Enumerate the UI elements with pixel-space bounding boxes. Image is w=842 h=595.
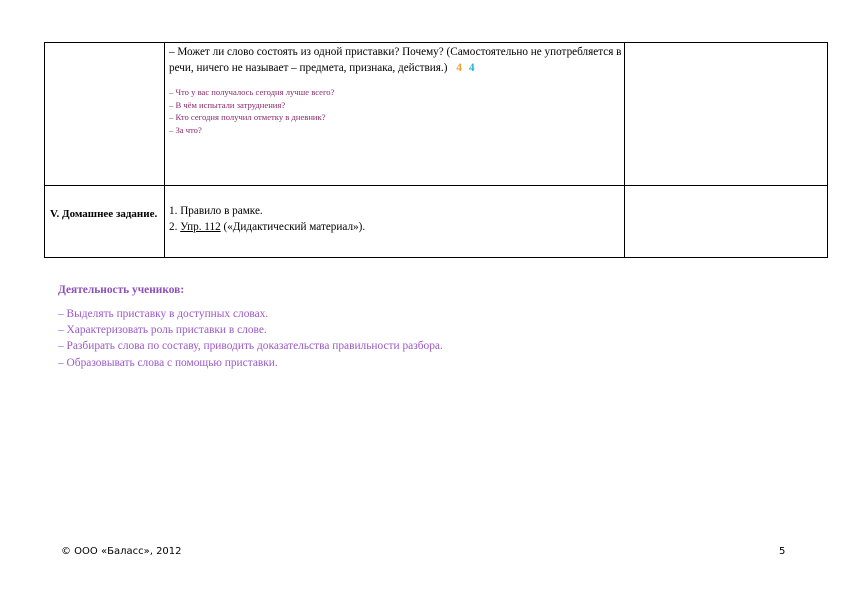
reflection-questions [165,86,624,136]
activity-item: – Образовывать слова с помощью приставки. [58,356,278,369]
page-number: 5 [779,546,786,557]
question-text [165,43,624,76]
homework-item [169,219,624,235]
orange-number: 4 [456,61,463,74]
cyan-number: 4 [468,61,475,74]
reflection-item: – За что? [169,124,202,135]
homework-suffix: («Дидактический материал»). [220,221,366,233]
homework-cell [165,186,625,258]
notes-cell-empty [625,186,828,258]
lesson-table [44,42,828,258]
activity-item: – Характеризовать роль приставки в слове. [58,324,267,337]
activity-item: – Разбирать слова по составу, приводить доказательства правильности разбора. [58,340,443,353]
stage-label: V. Домашнее задание. [50,208,158,220]
table-row [45,186,828,258]
exercise-link[interactable]: Упр. 112 [180,221,221,233]
footer-copyright: © ООО «Баласс», 2012 [61,546,182,557]
stage-cell-empty [45,43,165,186]
question-body: – Может ли слово состоять из одной приставки? Почему? (Самостоятельно не употребляется в речи, ничего не называет – предмета, признака, действия.) [169,46,622,74]
content-cell [165,43,625,186]
reflection-item: – Что у вас получалось сегодня лучше всего? [169,87,335,97]
stage-cell [45,186,165,258]
activity-item: – Выделять приставку в доступных словах. [58,308,269,320]
reflection-item: – Кто сегодня получил отметку в дневник? [169,112,326,122]
homework-prefix: 2. [169,221,181,233]
table-row [45,43,828,186]
homework-item: 1. Правило в рамке. [169,205,263,217]
reflection-item: – В чём испытали затруднения? [169,99,286,110]
activity-title: Деятельность учеников: [58,284,185,296]
notes-cell-empty [625,43,828,186]
student-activity [58,284,443,371]
homework-text [165,186,624,235]
